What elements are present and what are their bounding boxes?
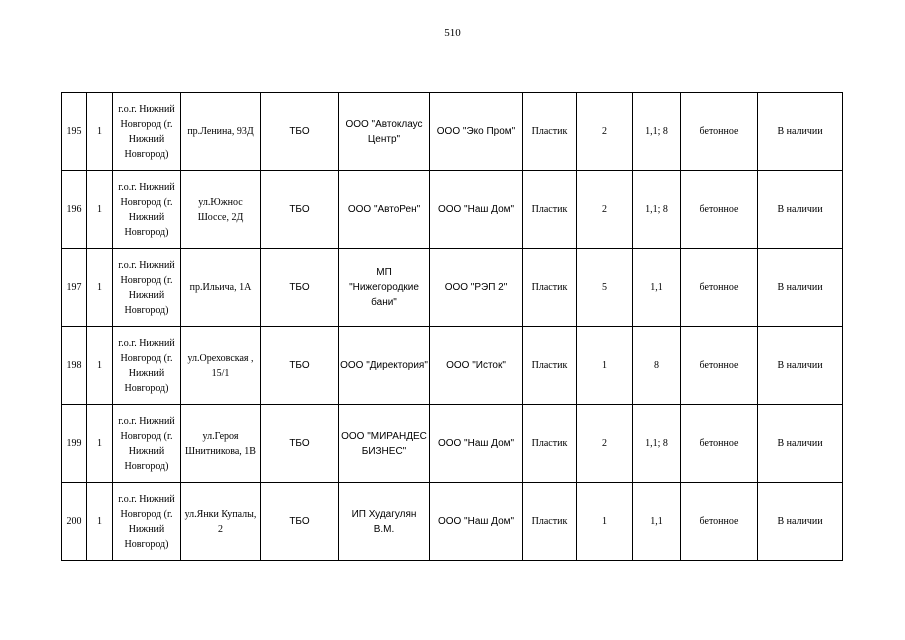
row-number: 198 bbox=[62, 327, 87, 405]
material-cell: Пластик bbox=[523, 405, 577, 483]
operator-cell: ООО "Наш Дом" bbox=[430, 171, 523, 249]
municipality-cell: г.о.г. Нижний Новгород (г. Нижний Новгород) bbox=[113, 483, 181, 561]
operator-cell: ООО "Эко Пром" bbox=[430, 93, 523, 171]
volume-cell: 1,1; 8 bbox=[633, 171, 681, 249]
table-row bbox=[62, 327, 843, 405]
row-number: 196 bbox=[62, 171, 87, 249]
municipality-cell: г.о.г. Нижний Новгород (г. Нижний Новгород) bbox=[113, 171, 181, 249]
operator-cell: ООО "Наш Дом" bbox=[430, 405, 523, 483]
containers-cell: 2 bbox=[577, 405, 633, 483]
row-count: 1 bbox=[87, 171, 113, 249]
table-row bbox=[62, 93, 843, 171]
table-row bbox=[62, 249, 843, 327]
status-cell: В наличии bbox=[758, 327, 843, 405]
address-cell: ул.Героя Шнитникова, 1В bbox=[181, 405, 261, 483]
containers-cell: 5 bbox=[577, 249, 633, 327]
material-cell: Пластик bbox=[523, 93, 577, 171]
operator-cell: ООО "Наш Дом" bbox=[430, 483, 523, 561]
row-number: 195 bbox=[62, 93, 87, 171]
waste-type-cell: ТБО bbox=[261, 327, 339, 405]
status-cell: В наличии bbox=[758, 171, 843, 249]
operator-cell: ООО "Исток" bbox=[430, 327, 523, 405]
surface-cell: бетонное bbox=[681, 327, 758, 405]
row-number: 200 bbox=[62, 483, 87, 561]
owner-cell: ООО "АвтоРен" bbox=[339, 171, 430, 249]
material-cell: Пластик bbox=[523, 483, 577, 561]
page-number: 510 bbox=[444, 27, 461, 39]
status-cell: В наличии bbox=[758, 483, 843, 561]
waste-type-cell: ТБО bbox=[261, 171, 339, 249]
material-cell: Пластик bbox=[523, 327, 577, 405]
waste-type-cell: ТБО bbox=[261, 483, 339, 561]
volume-cell: 1,1; 8 bbox=[633, 93, 681, 171]
table-body bbox=[62, 93, 843, 561]
owner-cell: ООО "МИРАНДЕС БИЗНЕС" bbox=[339, 405, 430, 483]
row-count: 1 bbox=[87, 483, 113, 561]
table-row bbox=[62, 171, 843, 249]
status-cell: В наличии bbox=[758, 93, 843, 171]
table-row bbox=[62, 405, 843, 483]
status-cell: В наличии bbox=[758, 249, 843, 327]
row-count: 1 bbox=[87, 249, 113, 327]
containers-cell: 2 bbox=[577, 171, 633, 249]
surface-cell: бетонное bbox=[681, 93, 758, 171]
address-cell: ул.Ореховская , 15/1 bbox=[181, 327, 261, 405]
surface-cell: бетонное bbox=[681, 249, 758, 327]
surface-cell: бетонное bbox=[681, 405, 758, 483]
containers-cell: 1 bbox=[577, 483, 633, 561]
material-cell: Пластик bbox=[523, 249, 577, 327]
owner-cell: МП "Нижегородкие бани" bbox=[339, 249, 430, 327]
volume-cell: 8 bbox=[633, 327, 681, 405]
surface-cell: бетонное bbox=[681, 171, 758, 249]
material-cell: Пластик bbox=[523, 171, 577, 249]
volume-cell: 1,1 bbox=[633, 249, 681, 327]
address-cell: пр.Ленина, 93Д bbox=[181, 93, 261, 171]
municipality-cell: г.о.г. Нижний Новгород (г. Нижний Новгород) bbox=[113, 93, 181, 171]
status-cell: В наличии bbox=[758, 405, 843, 483]
owner-cell: ИП Худагулян В.М. bbox=[339, 483, 430, 561]
containers-cell: 1 bbox=[577, 327, 633, 405]
address-cell: ул.Янки Купалы, 2 bbox=[181, 483, 261, 561]
row-count: 1 bbox=[87, 327, 113, 405]
municipality-cell: г.о.г. Нижний Новгород (г. Нижний Новгород) bbox=[113, 249, 181, 327]
address-cell: пр.Ильича, 1А bbox=[181, 249, 261, 327]
surface-cell: бетонное bbox=[681, 483, 758, 561]
waste-type-cell: ТБО bbox=[261, 405, 339, 483]
waste-sites-table bbox=[61, 92, 843, 561]
waste-type-cell: ТБО bbox=[261, 93, 339, 171]
municipality-cell: г.о.г. Нижний Новгород (г. Нижний Новгород) bbox=[113, 327, 181, 405]
owner-cell: ООО "Директория" bbox=[339, 327, 430, 405]
table-row bbox=[62, 483, 843, 561]
owner-cell: ООО "Автоклаус Центр" bbox=[339, 93, 430, 171]
municipality-cell: г.о.г. Нижний Новгород (г. Нижний Новгород) bbox=[113, 405, 181, 483]
containers-cell: 2 bbox=[577, 93, 633, 171]
row-number: 197 bbox=[62, 249, 87, 327]
row-count: 1 bbox=[87, 405, 113, 483]
volume-cell: 1,1; 8 bbox=[633, 405, 681, 483]
row-number: 199 bbox=[62, 405, 87, 483]
address-cell: ул.Южнос Шоссе, 2Д bbox=[181, 171, 261, 249]
operator-cell: ООО "РЭП 2" bbox=[430, 249, 523, 327]
waste-type-cell: ТБО bbox=[261, 249, 339, 327]
row-count: 1 bbox=[87, 93, 113, 171]
volume-cell: 1,1 bbox=[633, 483, 681, 561]
